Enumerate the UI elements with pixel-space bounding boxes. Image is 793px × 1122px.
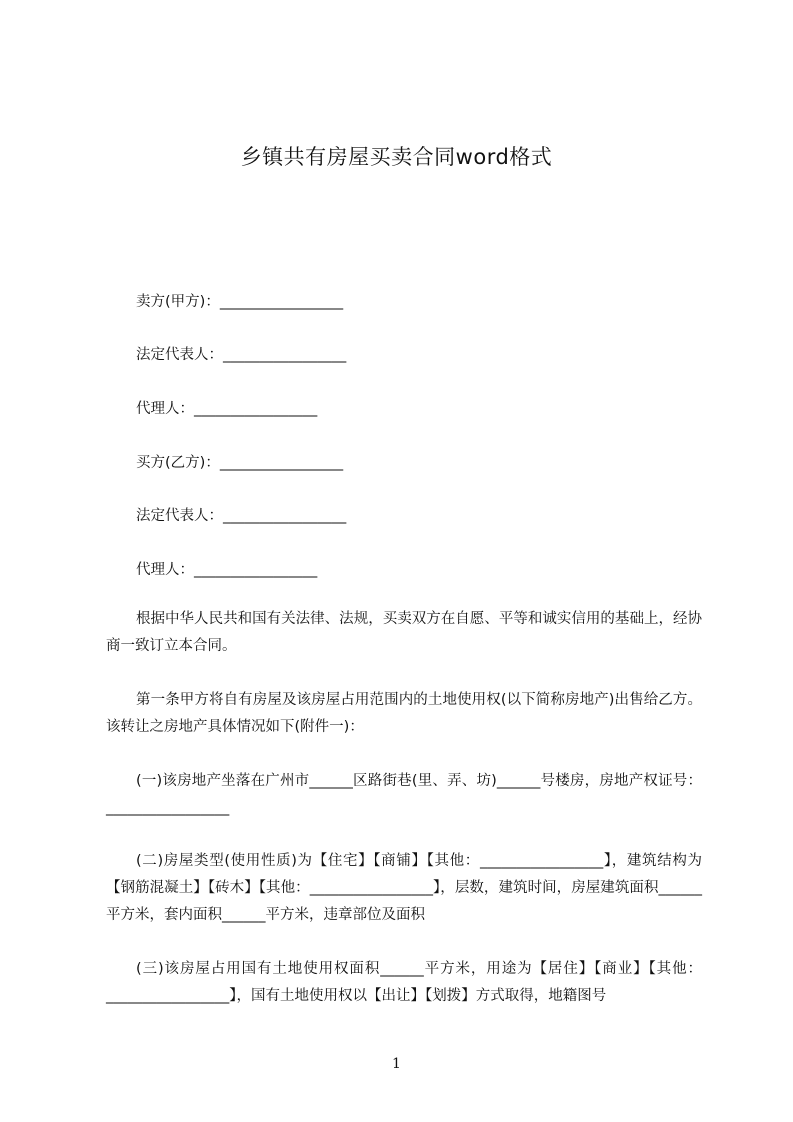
page-number: 1	[392, 1056, 401, 1072]
seller-field: 卖方(甲方)：_________________	[136, 294, 344, 310]
page-title: 乡镇共有房屋买卖合同word格式	[240, 145, 553, 169]
seller-representative-field: 法定代表人：_________________	[136, 347, 347, 363]
clause-3-paragraph: (三)该房屋占用国有土地使用权面积______平方米，用途为【居住】【商业】【其他：_________________】，国有土地使用权以【出让】【划拨】方式取得，地籍图号	[106, 961, 702, 1004]
preamble-paragraph: 根据中华人民共和国有关法律、法规，买卖双方在自愿、平等和诚实信用的基础上，经协商一致订立本合同。	[106, 611, 702, 654]
buyer-representative-field: 法定代表人：_________________	[136, 508, 347, 524]
buyer-agent-field: 代理人：_________________	[136, 562, 318, 578]
buyer-field: 买方(乙方)：_________________	[136, 455, 344, 471]
article-1-paragraph: 第一条甲方将自有房屋及该房屋占用范围内的土地使用权(以下简称房地产)出售给乙方。该转让之房地产具体情况如下(附件一)：	[106, 692, 702, 735]
clause-1-paragraph: (一)该房地产坐落在广州市______区路街巷(里、弄、坊)______号楼房，房地产权证号：_________________	[106, 773, 702, 816]
seller-agent-field: 代理人：_________________	[136, 401, 318, 417]
clause-2-paragraph: (二)房屋类型(使用性质)为【住宅】【商铺】【其他：_________________】，建筑结构为【钢筋混凝土】【砖木】【其他：_________________】，层数，建筑时间，房屋建筑面积______平方米，套内面积______平方米，违章部位及面积	[106, 853, 702, 923]
